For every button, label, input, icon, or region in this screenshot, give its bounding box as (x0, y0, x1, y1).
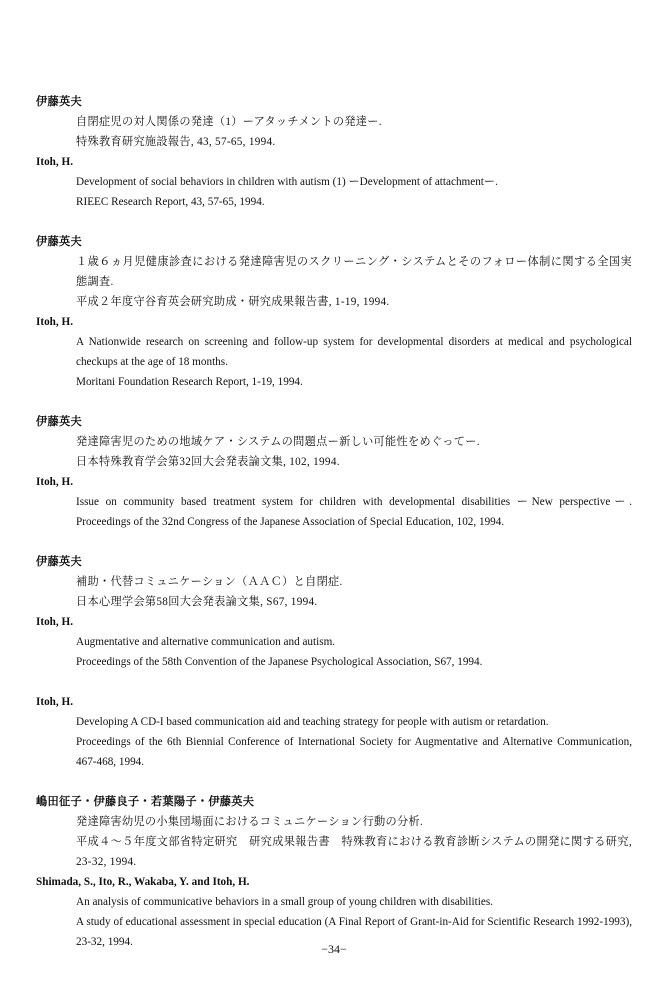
english-author: Itoh, H. (36, 696, 73, 708)
english-author: Shimada, S., Ito, R., Wakaba, Y. and Itoh, H. (36, 876, 250, 888)
bibliography-entry (36, 92, 632, 212)
japanese-source: 平成４～５年度文部省特定研究 研究成果報告書 特殊教育における教育診断システムの開発に関する研究, 23-32, 1994. (76, 836, 632, 868)
japanese-author: 伊藤英夫 (36, 236, 82, 248)
bibliography-list (36, 92, 632, 972)
english-title: Developing A CD-I based communication aid and teaching strategy for people with autism or retardation. (76, 716, 549, 728)
english-source: RIEEC Research Report, 43, 57-65, 1994. (76, 196, 265, 208)
bibliography-entry (36, 692, 632, 772)
japanese-title: 自閉症児の対人関係の発達（1）ーアタッチメントの発達ー. (76, 116, 382, 128)
japanese-title: 補助・代替コミュニケーション（ＡＡＣ）と自閉症. (76, 576, 343, 588)
bibliography-entry (36, 792, 632, 952)
english-author: Itoh, H. (36, 156, 73, 168)
english-author: Itoh, H. (36, 476, 73, 488)
japanese-title: １歳６ヵ月児健康診査における発達障害児のスクリーニング・システムとそのフォロー体制に関する全国実態調査. (76, 256, 632, 288)
bibliography-entry (36, 412, 632, 532)
english-source: A study of educational assessment in special education (A Final Report of Grant-in-Aid for Scientific Research 1992-1993), 23-32, 1994. (76, 916, 632, 948)
japanese-title: 発達障害幼児の小集団場面におけるコミュニケーション行動の分析. (76, 816, 424, 828)
english-title: A Nationwide research on screening and follow-up system for developmental disorders at medical and psychological checkups at the age of 18 months. (76, 336, 632, 368)
japanese-author: 伊藤英夫 (36, 556, 82, 568)
bibliography-entry (36, 552, 632, 672)
english-author: Itoh, H. (36, 616, 73, 628)
english-source: Moritani Foundation Research Report, 1-19, 1994. (76, 376, 303, 388)
english-title: Development of social behaviors in children with autism (1) ーDevelopment of attachmentー. (76, 176, 498, 188)
english-title: An analysis of communicative behaviors in a small group of young children with disabilities. (76, 896, 493, 908)
english-source: Proceedings of the 6th Biennial Conference of International Society for Augmentative and Alternative Communication, 467-468, 1994. (76, 736, 632, 768)
japanese-author: 伊藤英夫 (36, 96, 82, 108)
japanese-author: 伊藤英夫 (36, 416, 82, 428)
page-number: −34− (321, 942, 347, 956)
bibliography-entry (36, 232, 632, 392)
english-author: Itoh, H. (36, 316, 73, 328)
japanese-source: 日本特殊教育学会第32回大会発表論文集, 102, 1994. (76, 456, 340, 468)
japanese-source: 特殊教育研究施設報告, 43, 57-65, 1994. (76, 136, 276, 148)
english-source: Proceedings of the 58th Convention of the Japanese Psychological Association, S67, 1994. (76, 656, 483, 668)
japanese-author: 嶋田征子・伊藤良子・若葉陽子・伊藤英夫 (36, 796, 255, 808)
english-title: Issue on community based treatment system for children with developmental disabilities ーNew perspectiveー. Proceedings of the 32nd Congress of the Japanese Association of Special Education, 102, 1994. (76, 496, 632, 528)
japanese-title: 発達障害児のための地域ケア・システムの問題点ー新しい可能性をめぐってー. (76, 436, 480, 448)
japanese-source: 日本心理学会第58回大会発表論文集, S67, 1994. (76, 596, 318, 608)
english-title: Augmentative and alternative communication and autism. (76, 636, 336, 648)
japanese-source: 平成２年度守谷育英会研究助成・研究成果報告書, 1-19, 1994. (76, 296, 390, 308)
